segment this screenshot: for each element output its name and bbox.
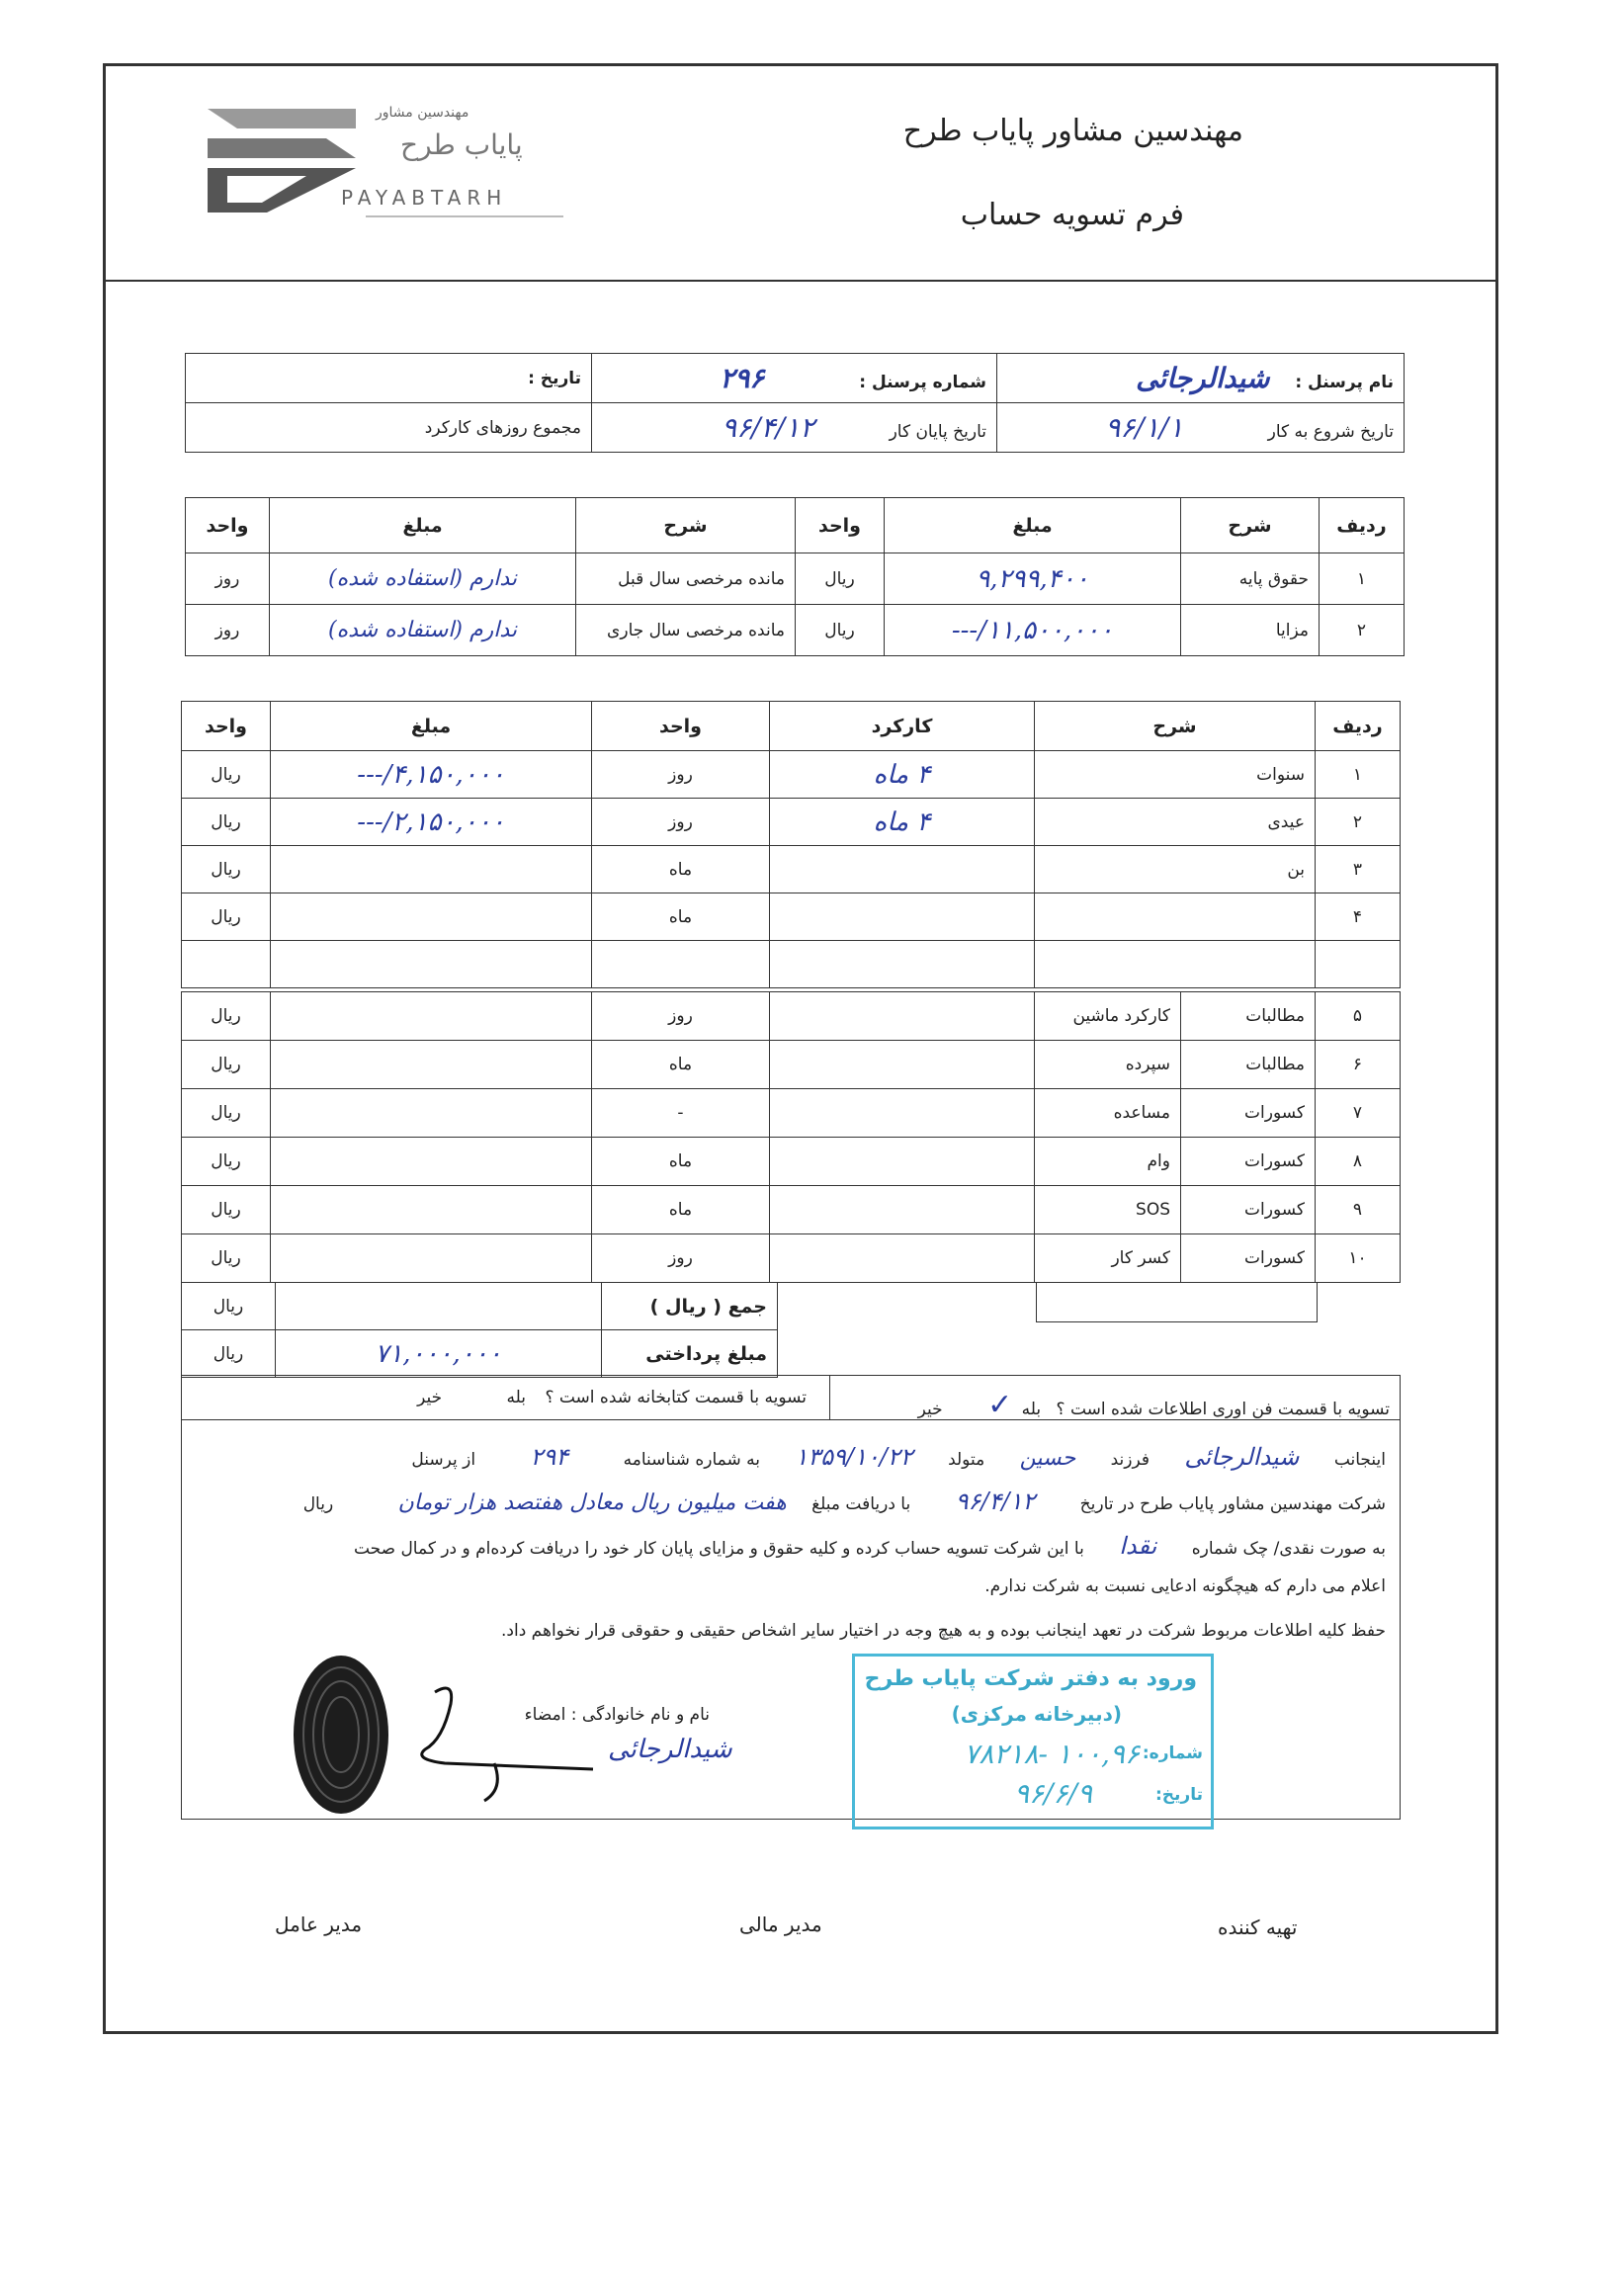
decl-amount: هفت میلیون ریال معادل هفتصد هزار تومان bbox=[397, 1490, 787, 1515]
fingerprint-icon bbox=[287, 1651, 395, 1819]
row-index: ۴ bbox=[1316, 893, 1401, 941]
decl-text: متولد bbox=[948, 1450, 985, 1470]
row-category: کسورات bbox=[1181, 1138, 1316, 1186]
table-row bbox=[182, 751, 1401, 799]
row-index: ۳ bbox=[1316, 846, 1401, 893]
row-unit: ماه bbox=[592, 1186, 770, 1234]
row-category: کسورات bbox=[1181, 1234, 1316, 1283]
total-label: جمع ( ریال ) bbox=[602, 1283, 778, 1330]
row-unit2: ریال bbox=[182, 1138, 271, 1186]
row-unit2: ریال bbox=[182, 751, 271, 799]
row-sub: کسر کار bbox=[1035, 1234, 1181, 1283]
row-category: کسورات bbox=[1181, 1089, 1316, 1138]
payable-amount: ۷۱,۰۰۰,۰۰۰ bbox=[276, 1330, 602, 1378]
row-amount bbox=[271, 1234, 592, 1283]
declaration-line-3 bbox=[354, 1532, 1386, 1560]
personnel-number-value: ۲۹۶ bbox=[720, 362, 765, 394]
row-amount bbox=[271, 1089, 592, 1138]
stamp-line-2: (دبیرخانه مرکزی) bbox=[951, 1702, 1122, 1726]
row-unit2: ریال bbox=[182, 992, 271, 1041]
personnel-table bbox=[185, 353, 1405, 453]
decl-birth: ۱۳۵۹/۱۰/۲۲ bbox=[795, 1443, 913, 1471]
row-amount2: ندارم (استفاده شده) bbox=[270, 553, 576, 605]
workdays-cell bbox=[186, 403, 592, 453]
spacer-cell bbox=[271, 941, 592, 988]
company-logo bbox=[208, 99, 563, 227]
payable-row bbox=[182, 1330, 778, 1378]
row-amount bbox=[271, 992, 592, 1041]
row-unit2: روز bbox=[186, 553, 270, 605]
personnel-number-label: شماره پرسنل : bbox=[859, 373, 986, 392]
row-work bbox=[770, 1089, 1035, 1138]
spacer-cell bbox=[182, 941, 271, 988]
row-unit2: ریال bbox=[182, 846, 271, 893]
row-amount bbox=[271, 1041, 592, 1089]
row-index: ۱ bbox=[1320, 553, 1405, 605]
row-work: ۴ ماه bbox=[770, 799, 1035, 846]
row-unit2: روز bbox=[186, 605, 270, 656]
logo-underline bbox=[366, 215, 563, 217]
col-header-unit: واحد bbox=[592, 702, 770, 751]
row-desc2: مانده مرخصی سال قبل bbox=[576, 553, 796, 605]
logo-fa: پایاب طرح bbox=[400, 128, 523, 161]
payable-unit: ریال bbox=[182, 1330, 276, 1378]
table-row bbox=[182, 846, 1401, 893]
start-date-value: ۹۶/۱/۱ bbox=[1105, 411, 1184, 444]
col-header-row-index: ردیف bbox=[1316, 702, 1401, 751]
spacer-cell bbox=[1316, 941, 1401, 988]
decl-father: حسین bbox=[1019, 1446, 1076, 1471]
library-no: خیر bbox=[417, 1388, 443, 1407]
ceo-label: مدیر عامل bbox=[275, 1913, 363, 1936]
row-amount bbox=[271, 1138, 592, 1186]
personnel-number-cell bbox=[592, 354, 997, 403]
signature-name: شیدالرجائی bbox=[608, 1735, 732, 1764]
row-index: ۷ bbox=[1316, 1089, 1401, 1138]
row-work bbox=[770, 992, 1035, 1041]
decl-text: شرکت مهندسین مشاور پایاب طرح در تاریخ bbox=[1079, 1494, 1386, 1514]
row-index: ۱ bbox=[1316, 751, 1401, 799]
start-date-label: تاریخ شروع به کار bbox=[1267, 422, 1394, 442]
declaration-line-2 bbox=[303, 1488, 1386, 1515]
row-unit2: ریال bbox=[182, 1186, 271, 1234]
row-amount: ۱۱,۵۰۰,۰۰۰/--- bbox=[885, 605, 1181, 656]
settlement-row bbox=[181, 1375, 1401, 1420]
end-date-cell bbox=[592, 403, 997, 453]
row-index: ۸ bbox=[1316, 1138, 1401, 1186]
row-amount: ۴,۱۵۰,۰۰۰/--- bbox=[271, 751, 592, 799]
table-row bbox=[182, 893, 1401, 941]
table-row bbox=[182, 799, 1401, 846]
stamp-date-value: ۹۶/۶/۹ bbox=[1013, 1777, 1092, 1810]
signature-stroke-icon bbox=[415, 1680, 613, 1809]
row-index: ۶ bbox=[1316, 1041, 1401, 1089]
items-table-b bbox=[181, 991, 1401, 1283]
table-row bbox=[182, 1041, 1401, 1089]
row-unit: روز bbox=[592, 751, 770, 799]
row-work bbox=[770, 893, 1035, 941]
row-amount bbox=[271, 846, 592, 893]
col-header-work: کارکرد bbox=[770, 702, 1035, 751]
row-desc2: مانده مرخصی سال جاری bbox=[576, 605, 796, 656]
finance-manager-label: مدیر مالی bbox=[739, 1913, 822, 1936]
col-header-desc2: شرح bbox=[576, 498, 796, 553]
table-row bbox=[182, 992, 1401, 1041]
it-question: تسویه با قسمت فن اوری اطلاعات شده است ؟ bbox=[1056, 1400, 1390, 1419]
stamp-date-label: تاریخ: bbox=[1155, 1785, 1203, 1805]
row-index: ۹ bbox=[1316, 1186, 1401, 1234]
col-header-unit: واحد bbox=[796, 498, 885, 553]
declaration-line-4: اعلام می دارم که هیچگونه ادعایی نسبت به شرکت ندارم. bbox=[984, 1576, 1386, 1596]
table-row bbox=[186, 605, 1405, 656]
preparer-label: تهیه کننده bbox=[1218, 1915, 1298, 1939]
row-work bbox=[770, 846, 1035, 893]
total-unit: ریال bbox=[182, 1283, 276, 1330]
row-work bbox=[770, 1234, 1035, 1283]
row-desc bbox=[1035, 893, 1316, 941]
table-row bbox=[186, 553, 1405, 605]
row-unit: ماه bbox=[592, 846, 770, 893]
col-header-desc: شرح bbox=[1035, 702, 1316, 751]
table-row bbox=[182, 1138, 1401, 1186]
row-index: ۲ bbox=[1320, 605, 1405, 656]
decl-text: با دریافت مبلغ bbox=[811, 1494, 911, 1514]
library-settlement bbox=[417, 1388, 807, 1407]
decl-text: ریال bbox=[302, 1494, 334, 1514]
decl-text: اینجانب bbox=[1333, 1450, 1386, 1470]
registry-stamp bbox=[852, 1654, 1214, 1829]
row-unit2: ریال bbox=[182, 1234, 271, 1283]
col-header-amount2: مبلغ bbox=[270, 498, 576, 553]
row-desc: بن bbox=[1035, 846, 1316, 893]
row-work bbox=[770, 1041, 1035, 1089]
row-unit: ریال bbox=[796, 605, 885, 656]
row-sub: مساعده bbox=[1035, 1089, 1181, 1138]
row-amount bbox=[271, 1186, 592, 1234]
row-work bbox=[770, 1138, 1035, 1186]
header-divider bbox=[106, 280, 1495, 282]
row-desc: عیدی bbox=[1035, 799, 1316, 846]
date-label: تاریخ : bbox=[528, 368, 581, 388]
decl-payment: نقدا bbox=[1119, 1532, 1157, 1560]
stamp-line-1: ورود به دفتر شرکت پایاب طرح bbox=[864, 1666, 1197, 1691]
totals-table bbox=[181, 1282, 778, 1378]
row-unit2: ریال bbox=[182, 1041, 271, 1089]
row-unit: ماه bbox=[592, 1041, 770, 1089]
row-desc: سنوات bbox=[1035, 751, 1316, 799]
spacer-cell bbox=[770, 941, 1035, 988]
logo-en: PAYABTARH bbox=[341, 186, 508, 210]
decl-date: ۹۶/۴/۱۲ bbox=[955, 1488, 1036, 1515]
library-yes: بله bbox=[506, 1388, 527, 1407]
personnel-name-cell bbox=[997, 354, 1405, 403]
checkmark-icon: ✓ bbox=[987, 1388, 1013, 1422]
row-unit: روز bbox=[592, 992, 770, 1041]
row-sub: کارکرد ماشین bbox=[1035, 992, 1181, 1041]
spacer-cell bbox=[592, 941, 770, 988]
company-title: مهندسین مشاور پایاب طرح bbox=[902, 114, 1243, 148]
decl-name: شیدالرجائی bbox=[1184, 1443, 1300, 1471]
it-settlement bbox=[918, 1388, 1390, 1422]
stamp-number-value: ۱۰۰,۹۶ -۷۸۲۱۸ bbox=[964, 1738, 1140, 1770]
row-category: مطالبات bbox=[1181, 1041, 1316, 1089]
end-date-value: ۹۶/۴/۱۲ bbox=[722, 411, 815, 444]
total-row bbox=[182, 1283, 778, 1330]
payable-label: مبلغ پرداختی bbox=[602, 1330, 778, 1378]
col-header-amount: مبلغ bbox=[885, 498, 1181, 553]
row-unit: روز bbox=[592, 799, 770, 846]
declaration-line-1 bbox=[411, 1443, 1386, 1471]
row-category: کسورات bbox=[1181, 1186, 1316, 1234]
spacer-row bbox=[182, 941, 1401, 988]
personnel-name-value: شیدالرجائی bbox=[1136, 362, 1270, 394]
table-row bbox=[182, 1234, 1401, 1283]
row-sub: وام bbox=[1035, 1138, 1181, 1186]
row-work: ۴ ماه bbox=[770, 751, 1035, 799]
it-yes: بله bbox=[1021, 1400, 1042, 1419]
row-index: ۲ bbox=[1316, 799, 1401, 846]
row-unit: - bbox=[592, 1089, 770, 1138]
row-desc: حقوق پایه bbox=[1181, 553, 1320, 605]
row-amount: ۲,۱۵۰,۰۰۰/--- bbox=[271, 799, 592, 846]
decl-text: به صورت نقدی/ چک شماره bbox=[1191, 1539, 1386, 1559]
decl-text: از پرسنل bbox=[411, 1450, 476, 1470]
stamp-number-label: شماره: bbox=[1142, 1743, 1203, 1763]
row-amount2: ندارم (استفاده شده) bbox=[270, 605, 576, 656]
workdays-label: مجموع روزهای کارکرد bbox=[424, 417, 581, 438]
form-title: فرم تسویه حساب bbox=[960, 198, 1184, 232]
declaration-line-5: حفظ کلیه اطلاعات مربوط شرکت در تعهد اینجانب بوده و به هیچ وجه در اختیار سایر اشخاص حقیقی و حقوقی قرار نخواهم داد. bbox=[501, 1621, 1386, 1641]
start-date-cell bbox=[997, 403, 1405, 453]
decl-text: با این شرکت تسویه حساب کرده و کلیه حقوق و مزایای پایان کار خود را دریافت کرده‌ام و در کمال صحت bbox=[353, 1539, 1084, 1559]
row-desc: مزایا bbox=[1181, 605, 1320, 656]
row-unit2: ریال bbox=[182, 893, 271, 941]
settlement-divider bbox=[829, 1376, 830, 1419]
row-unit: روز bbox=[592, 1234, 770, 1283]
row-amount: ۹,۲۹۹,۴۰۰ bbox=[885, 553, 1181, 605]
row-index: ۱۰ bbox=[1316, 1234, 1401, 1283]
row-unit: ماه bbox=[592, 1138, 770, 1186]
personnel-name-label: نام پرسنل : bbox=[1295, 373, 1394, 392]
decl-id: ۲۹۴ bbox=[530, 1443, 569, 1471]
row-index: ۵ bbox=[1316, 992, 1401, 1041]
col-header-row-index: ردیف bbox=[1320, 498, 1405, 553]
row-amount bbox=[271, 893, 592, 941]
signature-label: نام و نام خانوادگی : امضاء bbox=[524, 1705, 710, 1725]
salary-table bbox=[185, 497, 1405, 656]
table-row bbox=[182, 1089, 1401, 1138]
col-header-amount: مبلغ bbox=[271, 702, 592, 751]
table-row bbox=[182, 1186, 1401, 1234]
end-date-label: تاریخ پایان کار bbox=[889, 422, 986, 442]
row-unit: ریال bbox=[796, 553, 885, 605]
totals-side-box bbox=[1036, 1282, 1318, 1322]
col-header-desc: شرح bbox=[1181, 498, 1320, 553]
spacer-cell bbox=[1035, 941, 1316, 988]
col-header-unit2: واحد bbox=[182, 702, 271, 751]
logo-fa-small: مهندسین مشاور bbox=[376, 105, 469, 121]
decl-text: فرزند bbox=[1110, 1450, 1150, 1470]
items-table-a bbox=[181, 701, 1401, 988]
row-unit: ماه bbox=[592, 893, 770, 941]
it-no: خیر bbox=[917, 1400, 943, 1419]
row-sub: SOS bbox=[1035, 1186, 1181, 1234]
library-question: تسویه با قسمت کتابخانه شده است ؟ bbox=[545, 1388, 807, 1407]
row-unit2: ریال bbox=[182, 799, 271, 846]
decl-text: به شماره شناسنامه bbox=[623, 1450, 760, 1470]
total-amount bbox=[276, 1283, 602, 1330]
date-cell bbox=[186, 354, 592, 403]
col-header-unit2: واحد bbox=[186, 498, 270, 553]
row-sub: سپرده bbox=[1035, 1041, 1181, 1089]
row-category: مطالبات bbox=[1181, 992, 1316, 1041]
row-work bbox=[770, 1186, 1035, 1234]
row-unit2: ریال bbox=[182, 1089, 271, 1138]
